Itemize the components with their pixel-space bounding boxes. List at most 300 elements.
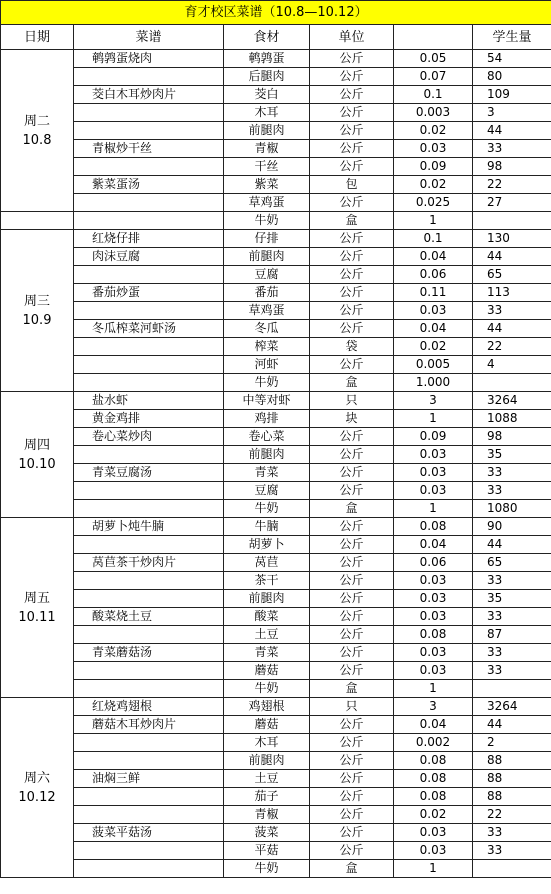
students-cell: 1080 <box>473 500 551 518</box>
weekday-label: 周五 <box>23 590 50 606</box>
quantity-cell: 0.005 <box>394 356 473 374</box>
quantity-cell: 0.03 <box>394 140 473 158</box>
table-row <box>1 410 551 428</box>
quantity-cell: 1 <box>394 860 473 878</box>
unit-cell: 公斤 <box>310 662 394 680</box>
quantity-cell: 0.02 <box>394 176 473 194</box>
table-row <box>1 230 551 248</box>
unit-cell: 公斤 <box>310 194 394 212</box>
menu-title: 育才校区菜谱（10.8—10.12） <box>1 1 551 25</box>
ingredient-cell: 茭白 <box>224 86 310 104</box>
dish-cell: 卷心菜炒肉 <box>74 428 224 446</box>
students-cell: 130 <box>473 230 551 248</box>
dish-cell <box>74 662 224 680</box>
dish-cell: 胡萝卜炖牛腩 <box>74 518 224 536</box>
quantity-cell: 0.03 <box>394 464 473 482</box>
date-label: 10.10 <box>18 456 56 472</box>
table-row <box>1 374 551 392</box>
dish-cell <box>74 356 224 374</box>
dish-cell <box>74 122 224 140</box>
students-cell: 35 <box>473 590 551 608</box>
students-cell: 35 <box>473 446 551 464</box>
unit-cell: 公斤 <box>310 266 394 284</box>
students-cell: 3264 <box>473 698 551 716</box>
date-label: 10.11 <box>18 609 56 625</box>
table-row <box>1 212 551 230</box>
ingredient-cell: 前腿肉 <box>224 122 310 140</box>
students-cell: 22 <box>473 176 551 194</box>
ingredient-cell: 土豆 <box>224 770 310 788</box>
table-row <box>1 158 551 176</box>
table-row <box>1 518 551 536</box>
quantity-cell: 1 <box>394 212 473 230</box>
table-row <box>1 662 551 680</box>
day-cell <box>1 230 74 392</box>
weekday-label: 周二 <box>23 113 50 129</box>
ingredient-cell: 茶干 <box>224 572 310 590</box>
quantity-cell: 0.02 <box>394 338 473 356</box>
ingredient-cell: 草鸡蛋 <box>224 302 310 320</box>
quantity-cell: 0.09 <box>394 158 473 176</box>
quantity-cell: 0.03 <box>394 608 473 626</box>
students-cell: 4 <box>473 356 551 374</box>
unit-cell: 公斤 <box>310 626 394 644</box>
quantity-cell: 0.1 <box>394 230 473 248</box>
dish-cell: 紫菜蛋汤 <box>74 176 224 194</box>
quantity-cell: 0.04 <box>394 320 473 338</box>
ingredient-cell: 牛腩 <box>224 518 310 536</box>
students-cell: 3264 <box>473 392 551 410</box>
table-row <box>1 536 551 554</box>
unit-cell: 公斤 <box>310 464 394 482</box>
students-cell: 109 <box>473 86 551 104</box>
quantity-cell: 0.06 <box>394 554 473 572</box>
ingredient-cell: 莴苣 <box>224 554 310 572</box>
students-cell: 44 <box>473 320 551 338</box>
title-row <box>1 1 551 25</box>
dish-cell <box>74 788 224 806</box>
students-cell: 33 <box>473 572 551 590</box>
students-cell: 44 <box>473 716 551 734</box>
table-row <box>1 356 551 374</box>
ingredient-cell: 木耳 <box>224 104 310 122</box>
quantity-cell: 0.04 <box>394 716 473 734</box>
table-row <box>1 284 551 302</box>
dish-cell <box>74 104 224 122</box>
dish-cell: 肉沫豆腐 <box>74 248 224 266</box>
quantity-cell: 0.03 <box>394 446 473 464</box>
quantity-cell: 0.025 <box>394 194 473 212</box>
table-row <box>1 482 551 500</box>
quantity-cell: 0.04 <box>394 536 473 554</box>
unit-cell: 公斤 <box>310 572 394 590</box>
students-cell: 22 <box>473 338 551 356</box>
table-row <box>1 320 551 338</box>
students-cell: 22 <box>473 806 551 824</box>
students-cell: 88 <box>473 770 551 788</box>
quantity-cell: 0.08 <box>394 788 473 806</box>
table-row <box>1 554 551 572</box>
quantity-cell: 1 <box>394 680 473 698</box>
ingredient-cell: 青椒 <box>224 140 310 158</box>
dish-cell <box>74 266 224 284</box>
dish-cell: 红烧鸡翅根 <box>74 698 224 716</box>
quantity-cell: 0.02 <box>394 122 473 140</box>
dish-cell <box>74 500 224 518</box>
unit-cell: 公斤 <box>310 788 394 806</box>
students-cell: 33 <box>473 482 551 500</box>
ingredient-cell: 榨菜 <box>224 338 310 356</box>
ingredient-cell: 牛奶 <box>224 374 310 392</box>
header-ingredient: 食材 <box>224 25 310 50</box>
weekday-label: 周六 <box>23 770 50 786</box>
dish-cell: 茭白木耳炒肉片 <box>74 86 224 104</box>
dish-cell <box>74 68 224 86</box>
unit-cell: 公斤 <box>310 518 394 536</box>
dish-cell: 红烧仔排 <box>74 230 224 248</box>
dish-cell <box>74 374 224 392</box>
unit-cell: 公斤 <box>310 428 394 446</box>
day-cell <box>1 698 74 878</box>
ingredient-cell: 草鸡蛋 <box>224 194 310 212</box>
unit-cell: 公斤 <box>310 86 394 104</box>
ingredient-cell: 平菇 <box>224 842 310 860</box>
weekday-label: 周四 <box>23 437 50 453</box>
students-cell: 98 <box>473 428 551 446</box>
unit-cell: 公斤 <box>310 356 394 374</box>
unit-cell: 公斤 <box>310 284 394 302</box>
dish-cell <box>74 752 224 770</box>
ingredient-cell: 青菜 <box>224 644 310 662</box>
header-students: 学生量 <box>473 25 551 50</box>
students-cell <box>473 680 551 698</box>
dish-cell: 冬瓜榨菜河虾汤 <box>74 320 224 338</box>
students-cell: 33 <box>473 140 551 158</box>
unit-cell: 公斤 <box>310 50 394 68</box>
header-row <box>1 25 551 50</box>
dish-cell: 莴苣茶干炒肉片 <box>74 554 224 572</box>
dish-cell <box>74 338 224 356</box>
quantity-cell: 0.09 <box>394 428 473 446</box>
unit-cell: 包 <box>310 176 394 194</box>
dish-cell <box>74 842 224 860</box>
ingredient-cell: 青菜 <box>224 464 310 482</box>
table-row <box>1 770 551 788</box>
ingredient-cell: 牛奶 <box>224 860 310 878</box>
ingredient-cell: 豆腐 <box>224 266 310 284</box>
date-label: 10.8 <box>22 132 52 148</box>
students-cell: 44 <box>473 248 551 266</box>
ingredient-cell: 青椒 <box>224 806 310 824</box>
ingredient-cell: 鸡翅根 <box>224 698 310 716</box>
quantity-cell: 0.05 <box>394 50 473 68</box>
unit-cell: 公斤 <box>310 446 394 464</box>
table-row <box>1 86 551 104</box>
unit-cell: 公斤 <box>310 302 394 320</box>
students-cell: 33 <box>473 662 551 680</box>
quantity-cell: 1 <box>394 410 473 428</box>
dish-cell <box>74 860 224 878</box>
dish-cell <box>74 302 224 320</box>
ingredient-cell: 番茄 <box>224 284 310 302</box>
unit-cell: 公斤 <box>310 752 394 770</box>
ingredient-cell: 紫菜 <box>224 176 310 194</box>
dish-cell <box>74 590 224 608</box>
dish-cell: 青菜豆腐汤 <box>74 464 224 482</box>
table-row <box>1 680 551 698</box>
students-cell: 1088 <box>473 410 551 428</box>
quantity-cell: 0.03 <box>394 482 473 500</box>
day-cell <box>1 212 74 230</box>
dish-cell <box>74 734 224 752</box>
table-row <box>1 122 551 140</box>
students-cell: 88 <box>473 788 551 806</box>
table-row <box>1 248 551 266</box>
students-cell: 80 <box>473 68 551 86</box>
table-row <box>1 860 551 878</box>
unit-cell: 公斤 <box>310 770 394 788</box>
dish-cell <box>74 158 224 176</box>
quantity-cell: 1 <box>394 500 473 518</box>
dish-cell: 酸菜烧土豆 <box>74 608 224 626</box>
day-cell <box>1 392 74 518</box>
unit-cell: 块 <box>310 410 394 428</box>
ingredient-cell: 河虾 <box>224 356 310 374</box>
quantity-cell: 0.11 <box>394 284 473 302</box>
quantity-cell: 0.03 <box>394 644 473 662</box>
table-row <box>1 788 551 806</box>
quantity-cell: 0.03 <box>394 824 473 842</box>
table-row <box>1 104 551 122</box>
unit-cell: 盒 <box>310 680 394 698</box>
dish-cell <box>74 626 224 644</box>
dish-cell: 油焖三鲜 <box>74 770 224 788</box>
table-row <box>1 734 551 752</box>
ingredient-cell: 鸡排 <box>224 410 310 428</box>
dish-cell <box>74 194 224 212</box>
unit-cell: 公斤 <box>310 842 394 860</box>
table-row <box>1 68 551 86</box>
ingredient-cell: 冬瓜 <box>224 320 310 338</box>
ingredient-cell: 卷心菜 <box>224 428 310 446</box>
unit-cell: 只 <box>310 392 394 410</box>
ingredient-cell: 后腿肉 <box>224 68 310 86</box>
unit-cell: 盒 <box>310 212 394 230</box>
day-cell <box>1 518 74 698</box>
table-row <box>1 626 551 644</box>
students-cell: 33 <box>473 842 551 860</box>
unit-cell: 公斤 <box>310 248 394 266</box>
quantity-cell: 0.04 <box>394 248 473 266</box>
table-row <box>1 590 551 608</box>
dish-cell <box>74 536 224 554</box>
unit-cell: 袋 <box>310 338 394 356</box>
dish-cell: 菠菜平菇汤 <box>74 824 224 842</box>
table-row <box>1 716 551 734</box>
students-cell <box>473 860 551 878</box>
students-cell: 33 <box>473 824 551 842</box>
students-cell: 27 <box>473 194 551 212</box>
table-row <box>1 464 551 482</box>
students-cell: 44 <box>473 122 551 140</box>
table-row <box>1 140 551 158</box>
unit-cell: 公斤 <box>310 536 394 554</box>
students-cell: 88 <box>473 752 551 770</box>
unit-cell: 公斤 <box>310 122 394 140</box>
students-cell: 44 <box>473 536 551 554</box>
quantity-cell: 0.08 <box>394 770 473 788</box>
table-row <box>1 500 551 518</box>
quantity-cell: 0.1 <box>394 86 473 104</box>
ingredient-cell: 仔排 <box>224 230 310 248</box>
table-row <box>1 644 551 662</box>
quantity-cell: 0.03 <box>394 302 473 320</box>
table-row <box>1 302 551 320</box>
ingredient-cell: 鹌鹑蛋 <box>224 50 310 68</box>
unit-cell: 公斤 <box>310 158 394 176</box>
table-row <box>1 338 551 356</box>
table-row <box>1 446 551 464</box>
ingredient-cell: 酸菜 <box>224 608 310 626</box>
quantity-cell: 0.03 <box>394 590 473 608</box>
table-row <box>1 608 551 626</box>
header-quantity <box>394 25 473 50</box>
dish-cell <box>74 806 224 824</box>
table-row <box>1 572 551 590</box>
day-cell <box>1 50 74 212</box>
quantity-cell: 0.08 <box>394 518 473 536</box>
dish-cell <box>74 482 224 500</box>
table-row <box>1 752 551 770</box>
students-cell: 33 <box>473 464 551 482</box>
ingredient-cell: 牛奶 <box>224 212 310 230</box>
quantity-cell: 0.07 <box>394 68 473 86</box>
students-cell: 98 <box>473 158 551 176</box>
unit-cell: 公斤 <box>310 320 394 338</box>
ingredient-cell: 牛奶 <box>224 500 310 518</box>
weekday-label: 周三 <box>23 293 50 309</box>
students-cell: 54 <box>473 50 551 68</box>
dish-cell <box>74 572 224 590</box>
table-row <box>1 194 551 212</box>
unit-cell: 公斤 <box>310 554 394 572</box>
table-row <box>1 392 551 410</box>
students-cell: 87 <box>473 626 551 644</box>
table-row <box>1 698 551 716</box>
unit-cell: 公斤 <box>310 230 394 248</box>
ingredient-cell: 蘑菇 <box>224 716 310 734</box>
ingredient-cell: 前腿肉 <box>224 248 310 266</box>
header-dish: 菜谱 <box>74 25 224 50</box>
dish-cell: 盐水虾 <box>74 392 224 410</box>
quantity-cell: 0.06 <box>394 266 473 284</box>
students-cell: 2 <box>473 734 551 752</box>
dish-cell: 青菜蘑菇汤 <box>74 644 224 662</box>
unit-cell: 公斤 <box>310 806 394 824</box>
ingredient-cell: 土豆 <box>224 626 310 644</box>
students-cell: 65 <box>473 554 551 572</box>
unit-cell: 公斤 <box>310 716 394 734</box>
dish-cell: 黄金鸡排 <box>74 410 224 428</box>
table-row <box>1 824 551 842</box>
table-row <box>1 842 551 860</box>
students-cell <box>473 374 551 392</box>
table-row <box>1 806 551 824</box>
students-cell: 33 <box>473 302 551 320</box>
dish-cell <box>74 212 224 230</box>
quantity-cell: 0.02 <box>394 806 473 824</box>
ingredient-cell: 前腿肉 <box>224 590 310 608</box>
unit-cell: 公斤 <box>310 824 394 842</box>
quantity-cell: 0.003 <box>394 104 473 122</box>
unit-cell: 公斤 <box>310 608 394 626</box>
unit-cell: 公斤 <box>310 482 394 500</box>
students-cell <box>473 212 551 230</box>
ingredient-cell: 蘑菇 <box>224 662 310 680</box>
dish-cell: 鹌鹑蛋烧肉 <box>74 50 224 68</box>
ingredient-cell: 茄子 <box>224 788 310 806</box>
quantity-cell: 0.08 <box>394 626 473 644</box>
unit-cell: 公斤 <box>310 644 394 662</box>
unit-cell: 盒 <box>310 500 394 518</box>
menu-table-body <box>1 1 551 878</box>
dish-cell: 番茄炒蛋 <box>74 284 224 302</box>
dish-cell <box>74 446 224 464</box>
unit-cell: 公斤 <box>310 734 394 752</box>
unit-cell: 盒 <box>310 860 394 878</box>
quantity-cell: 1.000 <box>394 374 473 392</box>
ingredient-cell: 胡萝卜 <box>224 536 310 554</box>
students-cell: 33 <box>473 608 551 626</box>
quantity-cell: 0.03 <box>394 572 473 590</box>
ingredient-cell: 牛奶 <box>224 680 310 698</box>
ingredient-cell: 菠菜 <box>224 824 310 842</box>
unit-cell: 公斤 <box>310 140 394 158</box>
table-row <box>1 428 551 446</box>
students-cell: 65 <box>473 266 551 284</box>
ingredient-cell: 中等对虾 <box>224 392 310 410</box>
header-unit: 单位 <box>310 25 394 50</box>
quantity-cell: 3 <box>394 392 473 410</box>
header-date: 日期 <box>1 25 74 50</box>
unit-cell: 公斤 <box>310 104 394 122</box>
dish-cell <box>74 680 224 698</box>
table-row <box>1 50 551 68</box>
unit-cell: 公斤 <box>310 68 394 86</box>
quantity-cell: 0.03 <box>394 842 473 860</box>
table-row <box>1 176 551 194</box>
students-cell: 33 <box>473 644 551 662</box>
dish-cell: 蘑菇木耳炒肉片 <box>74 716 224 734</box>
ingredient-cell: 前腿肉 <box>224 446 310 464</box>
quantity-cell: 0.03 <box>394 662 473 680</box>
ingredient-cell: 木耳 <box>224 734 310 752</box>
unit-cell: 盒 <box>310 374 394 392</box>
table-row <box>1 266 551 284</box>
students-cell: 3 <box>473 104 551 122</box>
ingredient-cell: 干丝 <box>224 158 310 176</box>
quantity-cell: 0.08 <box>394 752 473 770</box>
ingredient-cell: 前腿肉 <box>224 752 310 770</box>
students-cell: 90 <box>473 518 551 536</box>
students-cell: 113 <box>473 284 551 302</box>
quantity-cell: 3 <box>394 698 473 716</box>
quantity-cell: 0.002 <box>394 734 473 752</box>
unit-cell: 只 <box>310 698 394 716</box>
dish-cell: 青椒炒干丝 <box>74 140 224 158</box>
date-label: 10.12 <box>18 789 56 805</box>
unit-cell: 公斤 <box>310 590 394 608</box>
